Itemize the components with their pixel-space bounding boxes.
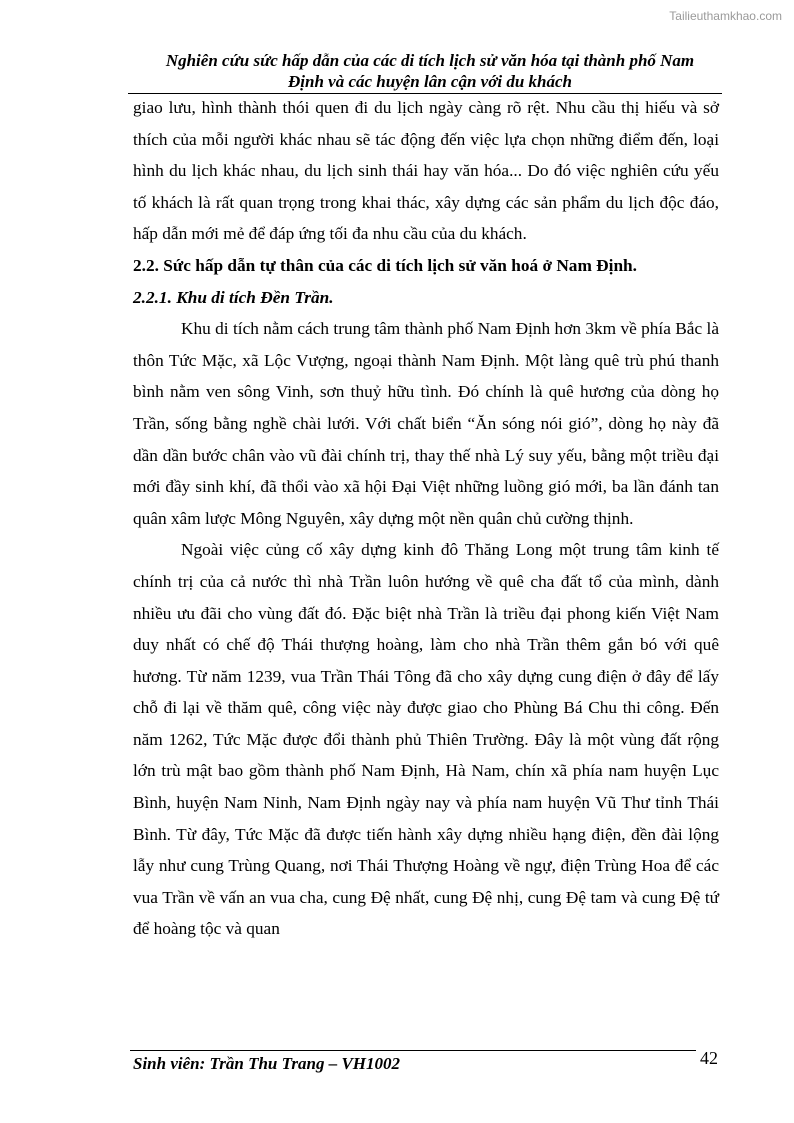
watermark-text: Tailieuthamkhao.com bbox=[669, 9, 782, 23]
section-heading: 2.2. Sức hấp dẫn tự thân của các di tích lịch sử văn hoá ở Nam Định. bbox=[133, 255, 637, 275]
header-title-line-2: Định và các huyện lân cận với du khách bbox=[288, 72, 572, 91]
footer-divider bbox=[130, 1050, 696, 1051]
page-body bbox=[133, 92, 719, 945]
paragraph-continuation: giao lưu, hình thành thói quen đi du lịch ngày càng rõ rệt. Nhu cầu thị hiếu và sở thích của mỗi người khác nhau sẽ tác động đến việc lựa chọn những điểm đến, loại hình du lịch khác nhau, du lịch sinh thái hay văn hóa... Do đó việc nghiên cứu yếu tố khách là rất quan trọng trong khai thác, xây dựng các sản phẩm du lịch độc đáo, hấp dẫn mới mẻ để đáp ứng tối đa nhu cầu của du khách. bbox=[133, 98, 719, 244]
page-number: 42 bbox=[700, 1048, 718, 1068]
paragraph-1: Khu di tích nằm cách trung tâm thành phố Nam Định hơn 3km về phía Bắc là thôn Tức Mặc, xã Lộc Vượng, ngoại thành Nam Định. Một làng quê trù phú thanh bình nằm ven sông Vinh, sơn thuỷ hữu tình. Đó chính là quê hương của dòng họ Trần, sống bằng nghề chài lưới. Với chất biển “Ăn sóng nói gió”, dòng họ này đã dần dần bước chân vào vũ đài chính trị, thay thế nhà Lý suy yếu, bằng một triều đại mới đầy sinh khí, đã thổi vào xã hội Đại Việt những luồng gió mới, ba lần đánh tan quân xâm lược Mông Nguyên, xây dựng một nền quân chủ cường thịnh. bbox=[133, 319, 719, 528]
subsection-heading: 2.2.1. Khu di tích Đền Trần. bbox=[133, 287, 334, 307]
header-title-line-1: Nghiên cứu sức hấp dẫn của các di tích lịch sử văn hóa tại thành phố Nam bbox=[165, 51, 695, 70]
footer-student-name: Sinh viên: Trần Thu Trang – VH1002 bbox=[133, 1054, 401, 1073]
paragraph-2: Ngoài việc củng cố xây dựng kinh đô Thăng Long một trung tâm kinh tế chính trị của cả nước thì nhà Trần luôn hướng về quê cha đất tổ của mình, dành nhiều ưu đãi cho vùng đất đó. Đặc biệt nhà Trần là triều đại phong kiến Việt Nam duy nhất có chế độ Thái thượng hoàng, làm cho nhà Trần thêm gắn bó với quê hương. Từ năm 1239, vua Trần Thái Tông đã cho xây dựng cung điện ở đây để lấy chỗ đi lại về thăm quê, công việc này được giao cho Phùng Bá Chu thi công. Đến năm 1262, Tức Mặc được đổi thành phủ Thiên Trường. Đây là một vùng đất rộng lớn trù mật bao gồm thành phố Nam Định, Hà Nam, chín xã phía nam huyện Lục Bình, huyện Nam Ninh, Nam Định ngày nay và phía nam huyện Vũ Thư tỉnh Thái Bình. Từ đây, Tức Mặc đã được tiến hành xây dựng nhiều hạng điện, đền đài lộng lẫy như cung Trùng Quang, nơi Thái Thượng Hoàng về ngự, điện Trùng Hoa để các vua Trần về vấn an vua cha, cung Đệ nhất, cung Đệ nhị, cung Đệ tam và cung Đệ tứ để hoàng tộc và quan bbox=[133, 540, 719, 939]
running-header bbox=[130, 50, 730, 92]
